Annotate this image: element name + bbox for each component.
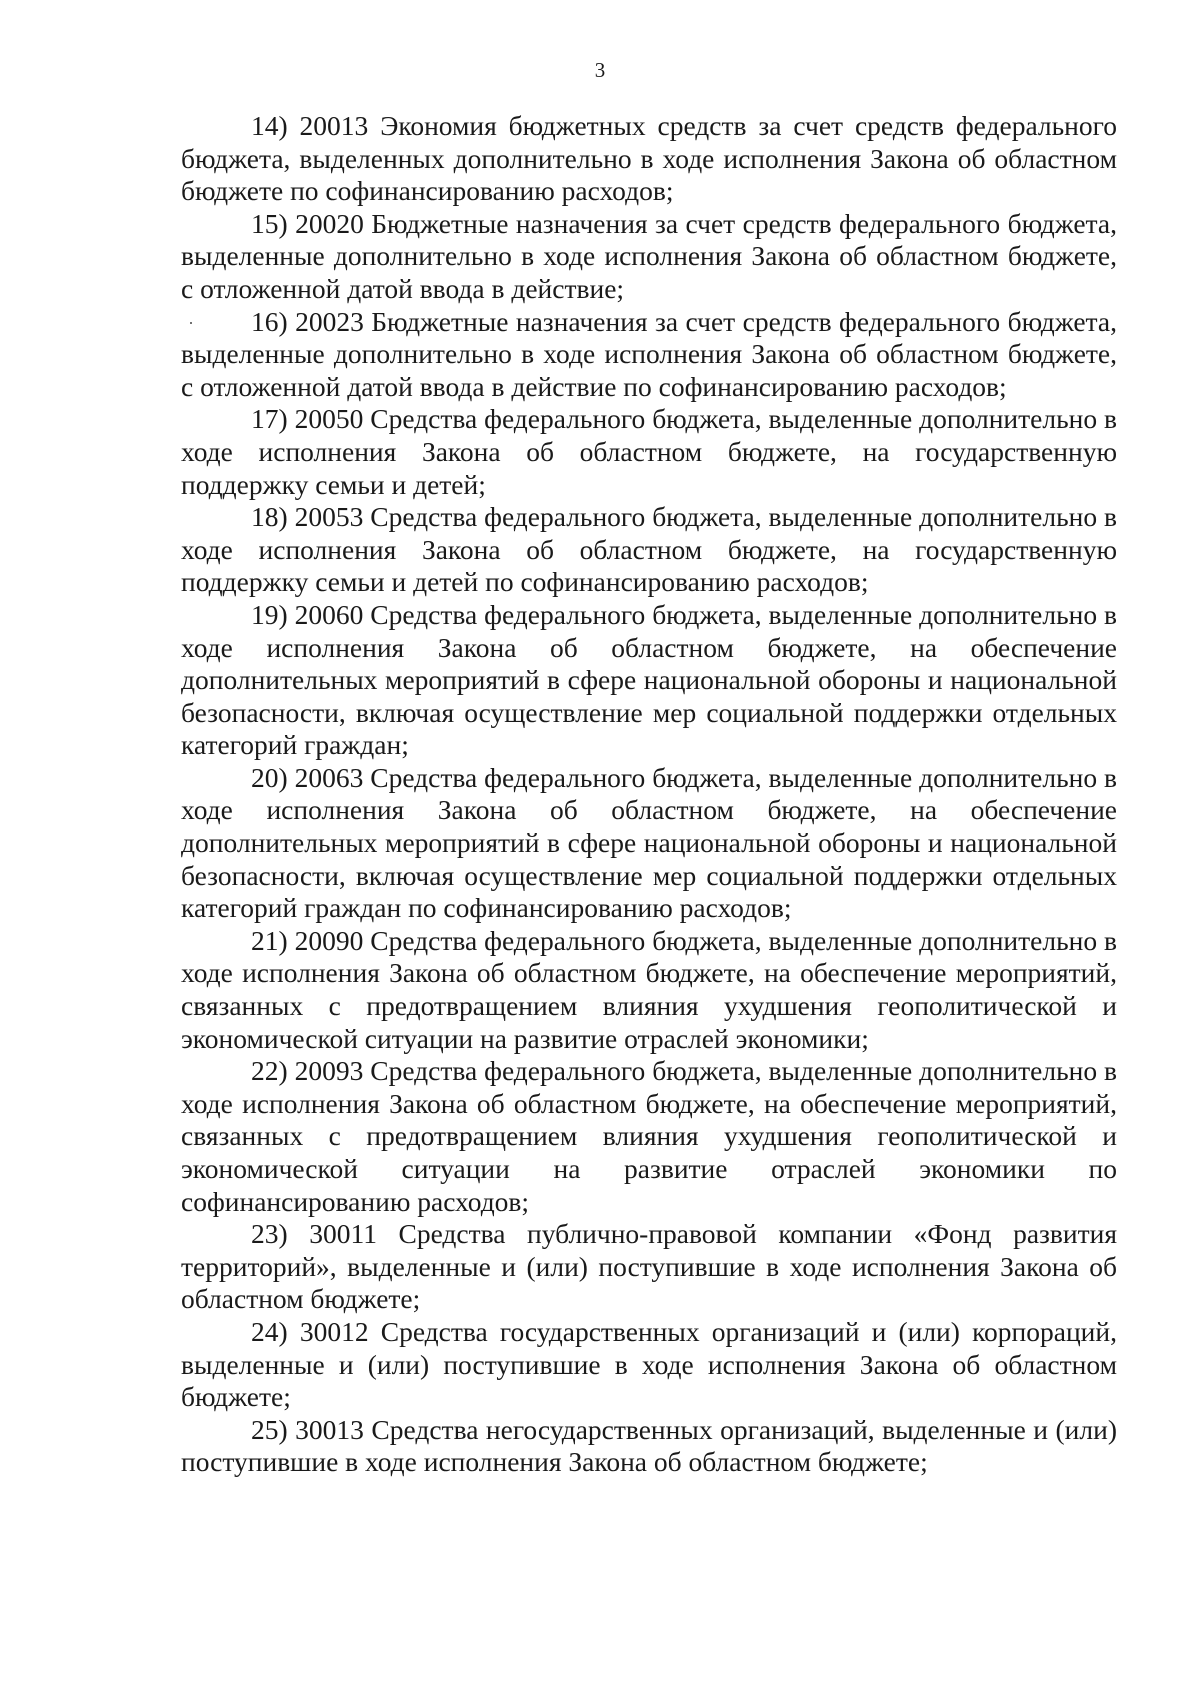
- document-body: [181, 110, 1117, 1479]
- list-item-25: 25) 30013 Средства негосударственных организаций, выделенные и (или) поступившие в ходе исполнения Закона об областном бюджете;: [181, 1413, 1117, 1478]
- list-item-15: 15) 20020 Бюджетные назначения за счет средств федерального бюджета, выделенные дополнительно в ходе исполнения Закона об областном бюджете, с отложенной датой ввода в действие;: [181, 207, 1117, 304]
- list-item-20: 20) 20063 Средства федерального бюджета, выделенные дополнительно в ходе исполнения Закона об областном бюджете, на обеспечение дополнительных мероприятий в сфере национальной обороны и национальной безопасности, включая осуществление мер социальной поддержки отдельных категорий граждан по софинансированию расходов;: [181, 761, 1117, 924]
- list-item-14: 14) 20013 Экономия бюджетных средств за счет средств федерального бюджета, выделенных дополнительно в ходе исполнения Закона об областном бюджете по софинансированию расходов;: [181, 110, 1117, 207]
- list-item-19: 19) 20060 Средства федерального бюджета, выделенные дополнительно в ходе исполнения Закона об областном бюджете, на обеспечение дополнительных мероприятий в сфере национальной обороны и национальной безопасности, включая осуществление мер социальной поддержки отдельных категорий граждан;: [181, 598, 1117, 761]
- list-item-16: 16) 20023 Бюджетные назначения за счет средств федерального бюджета, выделенные дополнительно в ходе исполнения Закона об областном бюджете, с отложенной датой ввода в действие по софинансированию расходов;: [181, 305, 1117, 402]
- list-item-21: 21) 20090 Средства федерального бюджета, выделенные дополнительно в ходе исполнения Закона об областном бюджете, на обеспечение мероприятий, связанных с предотвращением влияния ухудшения геополитической и экономической ситуации на развитие отраслей экономики;: [181, 924, 1117, 1054]
- list-item-24: 24) 30012 Средства государственных организаций и (или) корпораций, выделенные и (или) поступившие в ходе исполнения Закона об областном бюджете;: [181, 1315, 1117, 1413]
- list-item-18: 18) 20053 Средства федерального бюджета, выделенные дополнительно в ходе исполнения Закона об областном бюджете, на государственную поддержку семьи и детей по софинансированию расходов;: [181, 501, 1117, 598]
- list-item-23: 23) 30011 Средства публично-правовой компании «Фонд развития территорий», выделенные и (или) поступившие в ходе исполнения Закона об областном бюджете;: [181, 1218, 1117, 1315]
- page-number: 3: [594, 58, 606, 82]
- list-item-22: 22) 20093 Средства федерального бюджета, выделенные дополнительно в ходе исполнения Закона об областном бюджете, на обеспечение мероприятий, связанных с предотвращением влияния ухудшения геополитической и экономической ситуации на развитие отраслей экономики по софинансированию расходов;: [181, 1055, 1117, 1217]
- list-item-17: 17) 20050 Средства федерального бюджета, выделенные дополнительно в ходе исполнения Закона об областном бюджете, на государственную поддержку семьи и детей;: [181, 403, 1117, 500]
